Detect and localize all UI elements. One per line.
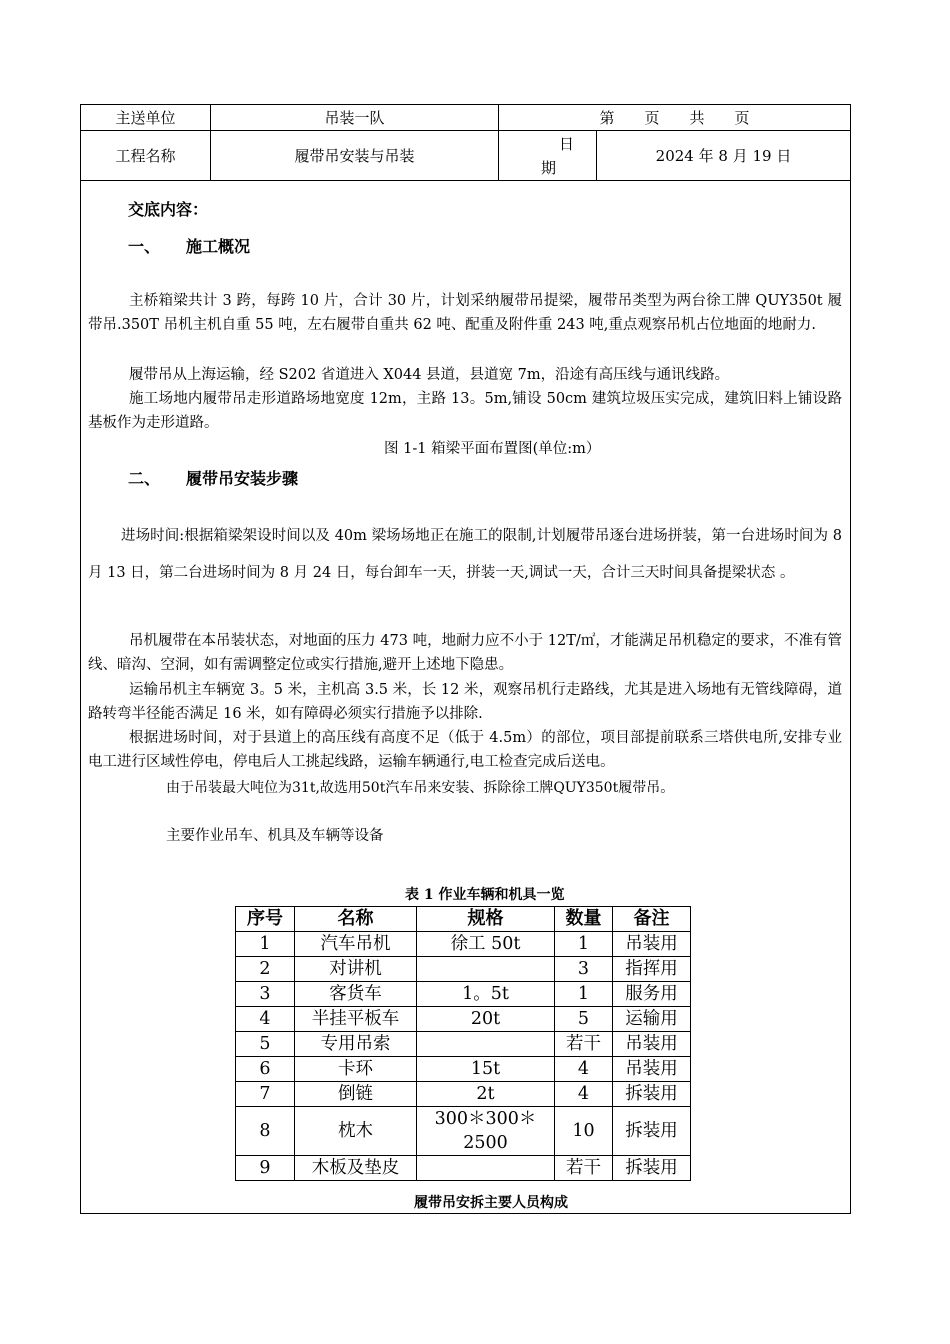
table-caption: 表 1 作业车辆和机具一览 [405, 887, 565, 903]
table-row [236, 1107, 691, 1156]
cell-spec [417, 1156, 555, 1181]
cell-remark: 服务用 [613, 982, 691, 1007]
cell-name: 专用吊索 [295, 1032, 417, 1057]
cell-remark: 吊装用 [613, 1057, 691, 1082]
header-bottom-divider [80, 180, 851, 181]
cell-index: 7 [236, 1082, 295, 1107]
paragraph-power-lines: 根据进场时间，对于县道上的高压线有高度不足（低于 4.5m）的部位，项目部提前联系三塔供电所,安排专业电工进行区域性停电，停电后人工挑起线路，运输车辆通行,电工检查完成后送电。 [88, 730, 842, 770]
intro-heading: 交底内容： [128, 200, 209, 219]
paragraph-entry-time: 进场时间:根据箱梁架设时间以及 40m 梁场场地正在施工的限制,计划履带吊逐台进场拼装，第一台进场时间为 8 月 13 日，第二台进场时间为 8 月 24 日，每台卸车一天，拼装一天,调试一天，合计三天时间具备提梁状态 。 [88, 528, 842, 581]
cell-quantity: 1 [555, 982, 613, 1007]
cell-spec: 1。5t [417, 982, 555, 1007]
label-main-unit: 主送单位 [115, 109, 176, 127]
section1-title: 施工概况 [186, 237, 251, 256]
cell-quantity: 10 [555, 1107, 613, 1156]
cell-quantity: 若干 [555, 1032, 613, 1057]
cell-name: 枕木 [295, 1107, 417, 1156]
cell-remark: 吊装用 [613, 1032, 691, 1057]
cell-name: 汽车吊机 [295, 932, 417, 957]
cell-spec [417, 1032, 555, 1057]
label-date-char-1: 日 [559, 135, 575, 153]
cell-quantity: 1 [555, 932, 613, 957]
cell-quantity: 4 [555, 1057, 613, 1082]
cell-remark: 指挥用 [613, 957, 691, 982]
cell-quantity: 4 [555, 1082, 613, 1107]
cell-quantity: 5 [555, 1007, 613, 1032]
table-row [236, 1082, 691, 1107]
paragraph-transport: 运输吊机主车辆宽 3。5 米，主机高 3.5 米，长 12 米，观察吊机行走路线，尤其是进入场地有无管线障碍，道路转弯半径能否满足 16 米，如有障碍必须实行措施予以排除. [88, 682, 842, 722]
table-row [236, 1032, 691, 1057]
label-date-char-2: 期 [541, 159, 557, 177]
cell-name: 半挂平板车 [295, 1007, 417, 1032]
cell-name: 客货车 [295, 982, 417, 1007]
cell-index: 1 [236, 932, 295, 957]
cell-quantity: 3 [555, 957, 613, 982]
cell-index: 9 [236, 1156, 295, 1181]
table-row [236, 1057, 691, 1082]
section2-number: 二、 [128, 469, 161, 488]
table-row [236, 1156, 691, 1181]
paragraph-ground-pressure: 吊机履带在本吊装状态，对地面的压力 473 吨，地耐力应不小于 12T/㎡，才能满足吊机稳定的要求，不准有管线、暗沟、空洞，如有需调整定位或实行措施,避开上述地下隐患。 [88, 633, 842, 673]
header-quantity: 数量 [555, 907, 613, 932]
cell-spec: 徐工 50t [417, 932, 555, 957]
table-row [236, 1007, 691, 1032]
cell-spec: 300＊300＊2500 [417, 1107, 555, 1156]
cell-quantity: 若干 [555, 1156, 613, 1181]
cell-spec: 20t [417, 1007, 555, 1032]
header-remark: 备注 [613, 907, 691, 932]
cell-name: 倒链 [295, 1082, 417, 1107]
cell-index: 8 [236, 1107, 295, 1156]
value-main-unit: 吊装一队 [324, 109, 385, 127]
cell-index: 6 [236, 1057, 295, 1082]
table-row [236, 932, 691, 957]
paragraph-overview-2: 履带吊从上海运输，经 S202 省道进入 X044 县道，县道宽 7m，沿途有高压线与通讯线路。 [129, 367, 730, 383]
table-row [236, 957, 691, 982]
cell-remark: 拆装用 [613, 1156, 691, 1181]
table-row [236, 982, 691, 1007]
cell-name: 对讲机 [295, 957, 417, 982]
figure-caption: 图 1-1 箱梁平面布置图(单位:m） [384, 441, 601, 457]
header-name: 名称 [295, 907, 417, 932]
cell-name: 卡环 [295, 1057, 417, 1082]
paragraph-overview-1: 主桥箱梁共计 3 跨，每跨 10 片，合计 30 片，计划采纳履带吊提梁，履带吊类型为两台徐工牌 QUY350t 履带吊.350T 吊机主机自重 55 吨，左右履带自重共 62 吨、配重及附件重 243 吨,重点观察吊机占位地面的地耐力. [88, 293, 842, 333]
cell-spec: 15t [417, 1057, 555, 1082]
paragraph-equipment-intro: 主要作业吊车、机具及车辆等设备 [166, 828, 384, 844]
value-date: 2024 年 8 月 19 日 [655, 147, 792, 165]
personnel-caption: 履带吊安拆主要人员构成 [414, 1195, 568, 1211]
paragraph-overview-3: 施工场地内履带吊走形道路场地宽度 12m，主路 13。5m,铺设 50cm 建筑垃圾压实完成，建筑旧料上铺设路基板作为走形道路。 [88, 391, 842, 431]
cell-remark: 运输用 [613, 1007, 691, 1032]
cell-index: 5 [236, 1032, 295, 1057]
header-index: 序号 [236, 907, 295, 932]
value-project-name: 履带吊安装与吊装 [294, 147, 415, 165]
header-spec: 规格 [417, 907, 555, 932]
cell-name: 木板及垫皮 [295, 1156, 417, 1181]
equipment-table [235, 906, 691, 1181]
page-info: 第 页 共 页 [599, 109, 750, 127]
section1-number: 一、 [128, 237, 161, 256]
cell-index: 4 [236, 1007, 295, 1032]
paragraph-crane-selection: 由于吊装最大吨位为31t,故选用50t汽车吊来安装、拆除徐工牌QUY350t履带吊。 [166, 780, 675, 796]
cell-index: 2 [236, 957, 295, 982]
table-header-row [236, 907, 691, 932]
label-date [499, 133, 596, 179]
cell-remark: 拆装用 [613, 1107, 691, 1156]
cell-spec: 2t [417, 1082, 555, 1107]
cell-spec [417, 957, 555, 982]
section2-title: 履带吊安装步骤 [186, 469, 299, 488]
cell-index: 3 [236, 982, 295, 1007]
label-project-name: 工程名称 [115, 147, 176, 165]
cell-remark: 吊装用 [613, 932, 691, 957]
cell-remark: 拆装用 [613, 1082, 691, 1107]
